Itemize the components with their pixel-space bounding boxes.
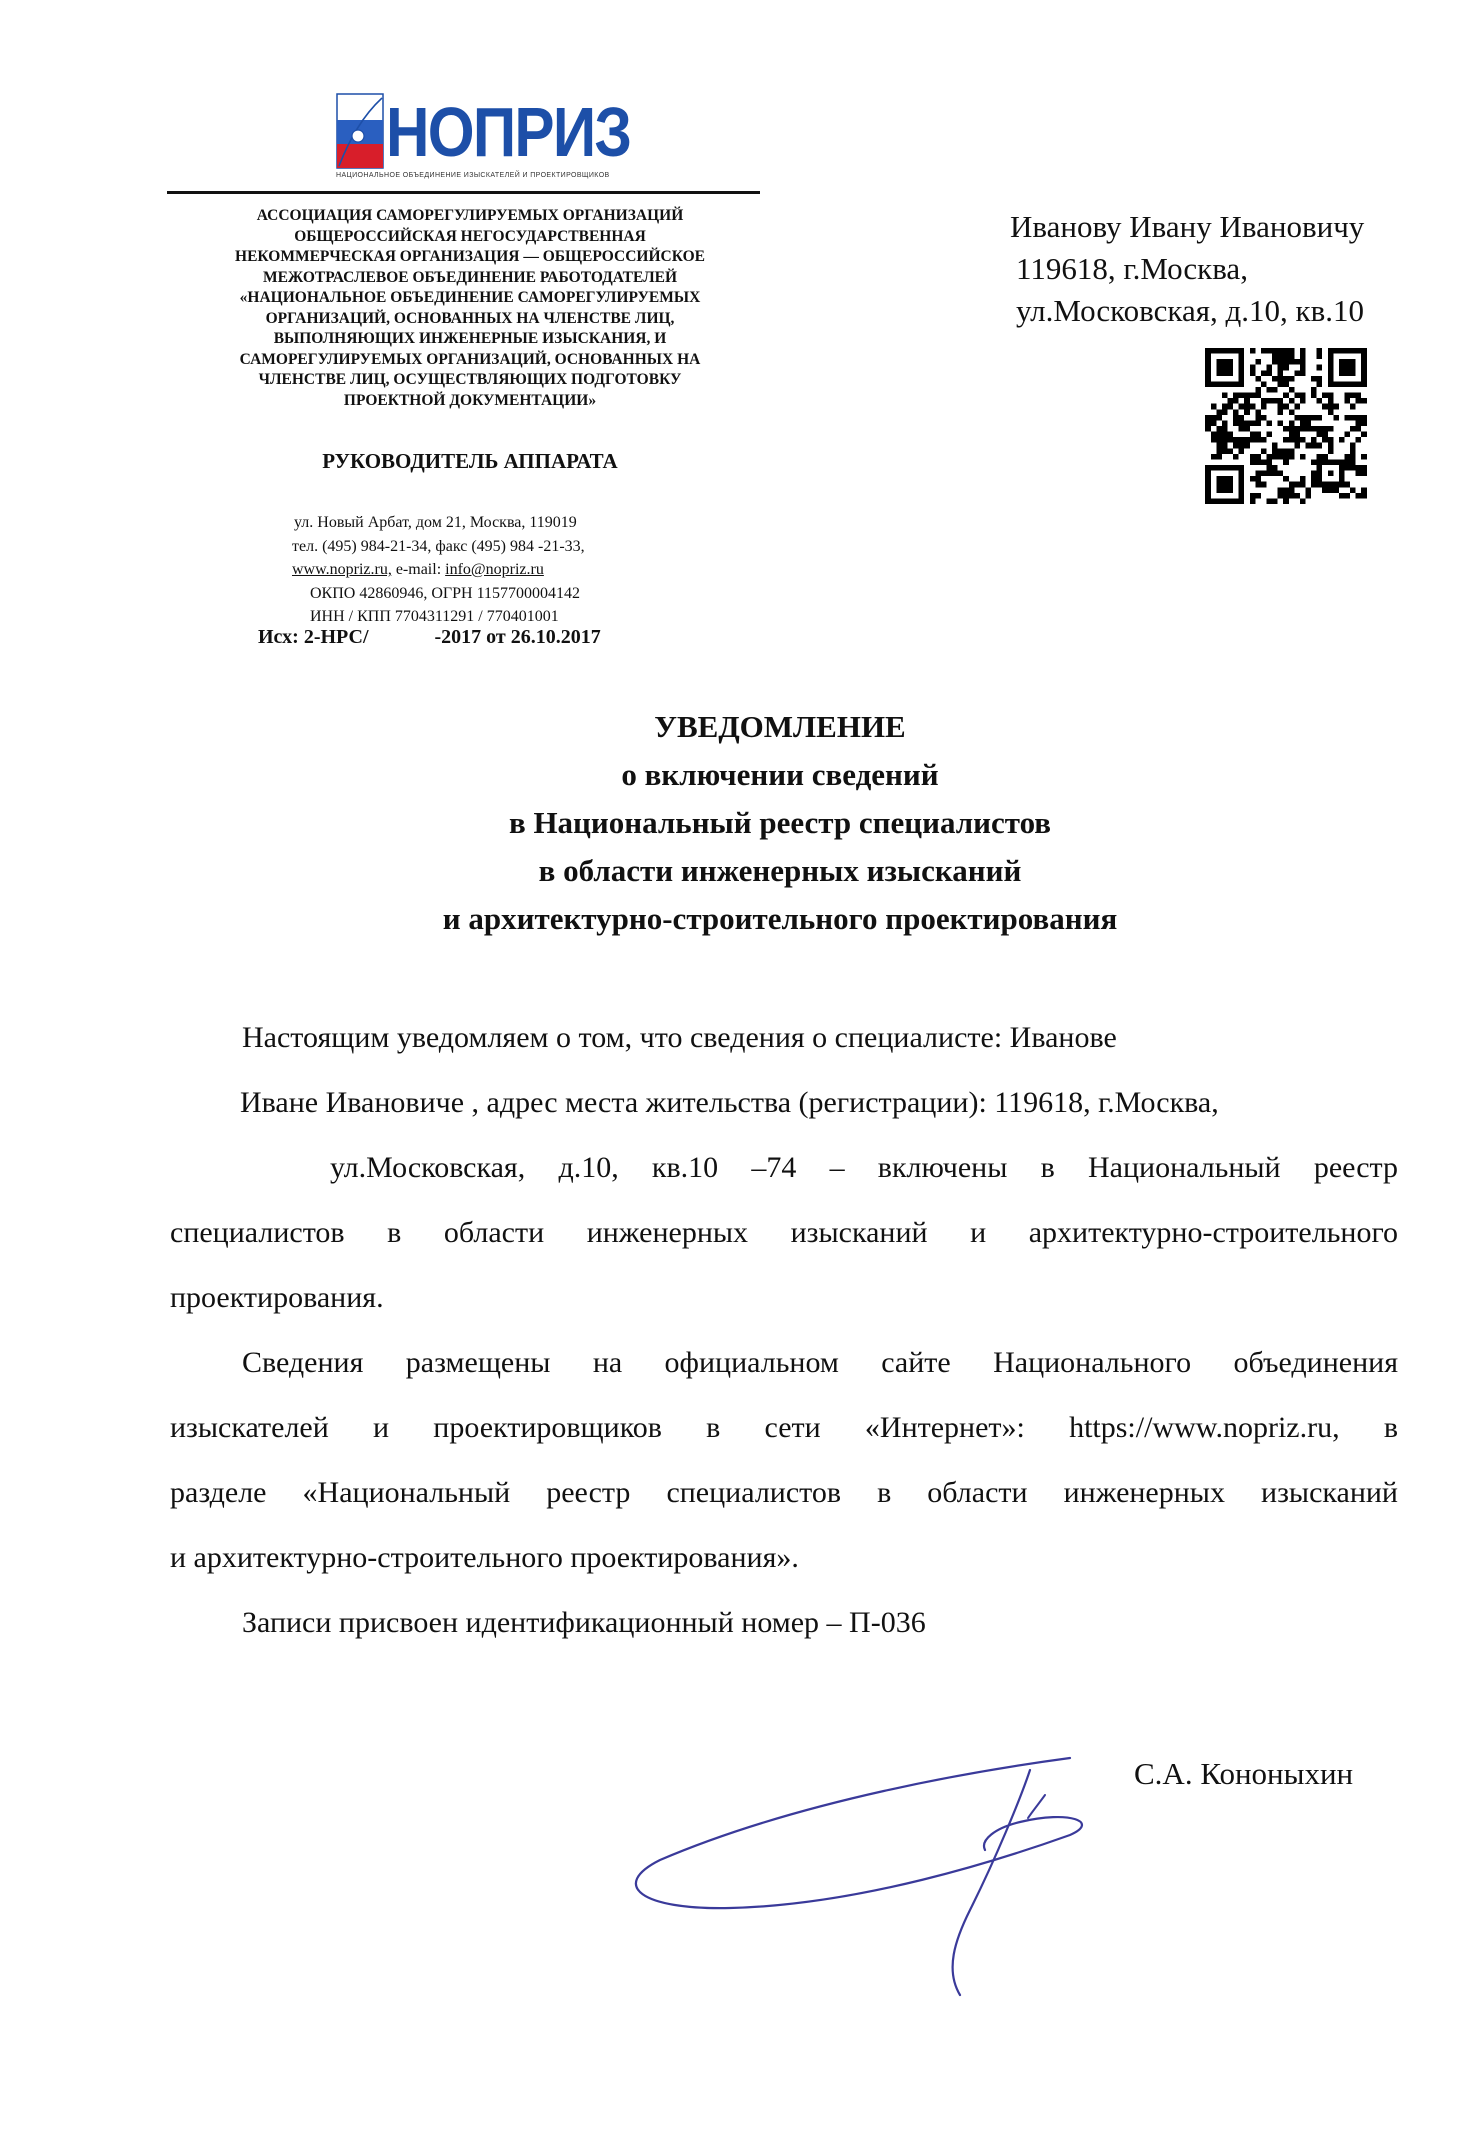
body-line: специалистов в области инженерных изысканий и архитектурно-строительного: [170, 1216, 1398, 1249]
recipient-street: ул.Московская, д.10, кв.10: [1016, 293, 1364, 328]
body-line: Иване Ивановиче , адрес места жительства (регистрации): 119618, г.Москва,: [240, 1086, 1219, 1119]
org-line: САМОРЕГУЛИРУЕМЫХ ОРГАНИЗАЦИЙ, ОСНОВАННЫХ НА: [239, 350, 701, 368]
signer-name: С.А. Кононыхин: [1134, 1756, 1354, 1791]
title-line: в Национальный реестр специалистов: [508, 805, 1052, 840]
contact-web-line: [260, 558, 700, 582]
nopriz-logo: [336, 92, 631, 184]
body-line: проектирования.: [170, 1281, 384, 1314]
body-text: [170, 1005, 1398, 1655]
contact-okpo: ОКПО 42860946, ОГРН 1157700004142: [310, 584, 580, 602]
title-line: в области инженерных изысканий: [538, 853, 1022, 888]
flag-emblem-icon: [336, 92, 384, 170]
organization-name: [190, 206, 750, 411]
contact-address: ул. Новый Арбат, дом 21, Москва, 119019: [294, 514, 577, 531]
outgoing-number: [258, 626, 601, 649]
body-line: Настоящим уведомляем о том, что сведения о специалисте: Иванове: [242, 1021, 1117, 1054]
contact-block: [260, 511, 700, 629]
contact-inn: ИНН / КПП 7704311291 / 770401001: [310, 608, 559, 625]
org-line: НЕКОММЕРЧЕСКАЯ ОРГАНИЗАЦИЯ — ОБЩЕРОССИЙСКОЕ: [235, 248, 705, 265]
qr-code-icon: [1205, 348, 1367, 504]
title-line: УВЕДОМЛЕНИЕ: [654, 709, 906, 744]
org-line: ЧЛЕНСТВЕ ЛИЦ, ОСУЩЕСТВЛЯЮЩИХ ПОДГОТОВКУ: [258, 371, 682, 388]
org-line: АССОЦИАЦИЯ САМОРЕГУЛИРУЕМЫХ ОРГАНИЗАЦИЙ: [256, 207, 684, 224]
outgoing-prefix: Исх: 2-НРС/: [258, 626, 369, 648]
email-link[interactable]: info@nopriz.ru: [445, 561, 544, 578]
title-line: о включении сведений: [621, 757, 939, 792]
website-link[interactable]: www.nopriz.ru,: [292, 561, 392, 578]
body-line: изыскателей и проектировщиков в сети «Интернет»: https://www.nopriz.ru, в: [170, 1411, 1398, 1444]
header-divider: [167, 191, 760, 194]
position-title: РУКОВОДИТЕЛЬ АППАРАТА: [322, 449, 618, 473]
recipient-name: Иванову Ивану Ивановичу: [1010, 209, 1365, 244]
logo-subtitle: НАЦИОНАЛЬНОЕ ОБЪЕДИНЕНИЕ ИЗЫСКАТЕЛЕЙ И ПРОЕКТИРОВЩИКОВ: [336, 172, 610, 179]
document-title: [280, 703, 1280, 943]
org-line: «НАЦИОНАЛЬНОЕ ОБЪЕДИНЕНИЕ САМОРЕГУЛИРУЕМЫХ: [239, 289, 701, 306]
org-line: ВЫПОЛНЯЮЩИХ ИНЖЕНЕРНЫЕ ИЗЫСКАНИЯ, И: [273, 330, 667, 347]
org-line: ОБЩЕРОССИЙСКАЯ НЕГОСУДАРСТВЕННАЯ: [294, 227, 646, 245]
signature-icon: [600, 1740, 1100, 2000]
email-label: e-mail:: [391, 561, 446, 578]
org-line: МЕЖОТРАСЛЕВОЕ ОБЪЕДИНЕНИЕ РАБОТОДАТЕЛЕЙ: [262, 268, 678, 286]
body-line: и архитектурно-строительного проектирования».: [170, 1541, 799, 1574]
recipient-city: 119618, г.Москва,: [1016, 251, 1248, 286]
outgoing-suffix: -2017 от 26.10.2017: [434, 626, 601, 648]
body-line: Записи присвоен идентификационный номер – П-036: [242, 1606, 926, 1639]
logo-wordmark: НОПРИЗ: [386, 93, 631, 171]
org-line: ОРГАНИЗАЦИЙ, ОСНОВАННЫХ НА ЧЛЕНСТВЕ ЛИЦ,: [265, 309, 675, 327]
title-line: и архитектурно-строительного проектирования: [442, 901, 1118, 936]
recipient-block: [1010, 206, 1364, 332]
body-line: Сведения размещены на официальном сайте Национального объединения: [242, 1346, 1398, 1379]
org-line: ПРОЕКТНОЙ ДОКУМЕНТАЦИИ»: [343, 391, 597, 409]
body-line: ул.Московская, д.10, кв.10 –74 – включены в Национальный реестр: [330, 1151, 1398, 1184]
contact-phone: тел. (495) 984-21-34, факс (495) 984 -21-33,: [292, 537, 585, 555]
body-line: разделе «Национальный реестр специалистов в области инженерных изысканий: [170, 1476, 1398, 1509]
